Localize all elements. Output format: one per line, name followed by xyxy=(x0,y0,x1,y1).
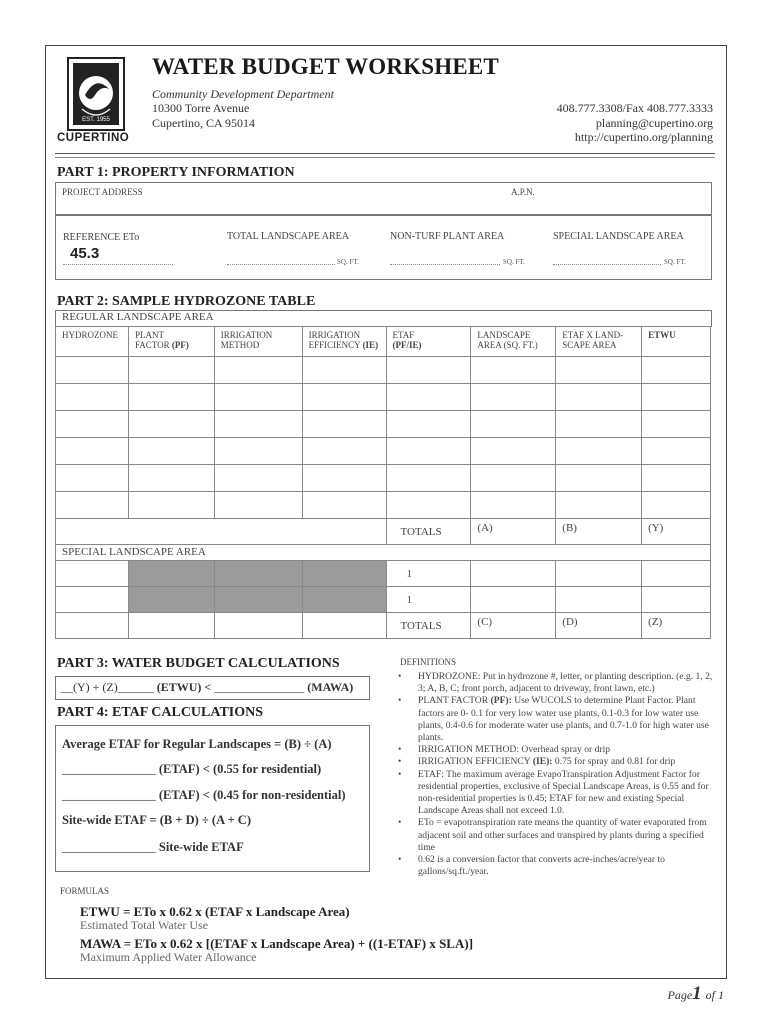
def-conversion: • 0.62 is a conversion factor that converts acre-inches/acre/year to gallons/sq.ft./year. xyxy=(418,854,722,878)
part4-heading: PART 4: ETAF CALCULATIONS xyxy=(57,705,264,720)
special-landscape-label: SPECIAL LANDSCAPE AREA xyxy=(56,545,711,561)
totals-label: TOTALS xyxy=(386,519,471,545)
area-box xyxy=(55,214,712,280)
logo-wordmark: CUPERTINO xyxy=(57,132,130,144)
total-a[interactable]: (A) xyxy=(471,519,556,545)
part3-mawa-blank: _______________ xyxy=(214,680,305,694)
total-landscape-field[interactable] xyxy=(227,264,335,265)
total-y[interactable]: (Y) xyxy=(642,519,711,545)
table-row[interactable] xyxy=(56,384,711,411)
total-b[interactable]: (B) xyxy=(556,519,642,545)
regular-landscape-label: REGULAR LANDSCAPE AREA xyxy=(62,311,214,323)
part3-line[interactable] xyxy=(61,680,353,695)
col-etwu: ETWU xyxy=(642,327,711,357)
header-rule-2 xyxy=(55,157,715,158)
part3-mawa: (MAWA) xyxy=(307,680,354,694)
special-row[interactable]: 1 xyxy=(56,561,711,587)
table-row[interactable] xyxy=(56,492,711,519)
col-etaf-x-area: ETAF X LAND- SCAPE AREA xyxy=(556,327,642,357)
formulas-heading: FORMULAS xyxy=(60,886,110,896)
address-line1: 10300 Torre Avenue xyxy=(152,101,250,115)
definitions-heading: DEFINITIONS xyxy=(400,657,456,667)
apn-label: A.P.N. xyxy=(511,187,535,197)
total-landscape-unit: SQ. FT. xyxy=(337,258,359,266)
etwu-formula: ETWU = ETo x 0.62 x (ETAF x Landscape Area) xyxy=(80,904,350,919)
table-row[interactable] xyxy=(56,465,711,492)
etaf-nonresidential-line[interactable]: _______________ (ETAF) < (0.45 for non-residential) xyxy=(62,788,346,802)
website[interactable]: http://cupertino.org/planning xyxy=(574,130,713,144)
table-row[interactable] xyxy=(56,357,711,384)
part2-heading: PART 2: SAMPLE HYDROZONE TABLE xyxy=(57,294,316,309)
col-plant-factor: PLANT FACTOR (PF) xyxy=(128,327,214,357)
mawa-subtitle: Maximum Applied Water Allowance xyxy=(80,950,257,964)
sitewide-etaf-line[interactable]: _______________ Site-wide ETAF xyxy=(62,840,244,854)
address-line2: Cupertino, CA 95014 xyxy=(152,116,256,130)
def-hydrozone: • HYDROZONE: Put in hydrozone #, letter, or planting description. (e.g. 1, 2, 3; A, B, C; front porch, adjacent to driveway, front lawn, etc.) xyxy=(418,671,722,695)
part3-blank: __(Y) + (Z)______ xyxy=(61,680,154,694)
special-landscape-field[interactable] xyxy=(553,264,661,265)
header-rule xyxy=(55,153,715,154)
email[interactable]: planning@cupertino.org xyxy=(595,116,713,130)
nonturf-unit: SQ. FT. xyxy=(503,258,525,266)
def-irrigation-method: • IRRIGATION METHOD: Overhead spray or drip xyxy=(418,744,722,756)
part3-etwu: (ETWU) < xyxy=(156,680,212,694)
nonturf-field[interactable] xyxy=(390,264,500,265)
table-row[interactable] xyxy=(56,438,711,465)
logo-est: EST. 1955 xyxy=(82,117,110,123)
def-eto: • ETo = evapotranspiration rate means the quantity of water evaporated from adjacent soil and other surfaces and transpired by plants during a specified time xyxy=(418,817,722,854)
total-c[interactable]: (C) xyxy=(471,613,556,639)
col-irrigation-method: IRRIGATION METHOD xyxy=(214,327,302,357)
total-landscape-label: TOTAL LANDSCAPE AREA xyxy=(227,231,349,242)
etwu-subtitle: Estimated Total Water Use xyxy=(80,918,209,932)
eto-underline xyxy=(63,264,173,265)
totals-row-special xyxy=(56,613,711,639)
phone-fax: 408.777.3308/Fax 408.777.3333 xyxy=(556,101,713,115)
definitions-list xyxy=(392,671,722,878)
col-etaf: ETAF (PF/IE) xyxy=(386,327,471,357)
total-z[interactable]: (Z) xyxy=(642,613,711,639)
part3-heading: PART 3: WATER BUDGET CALCULATIONS xyxy=(57,656,340,671)
special-landscape-unit: SQ. FT. xyxy=(664,258,686,266)
reference-eto-label: REFERENCE ETo xyxy=(63,232,140,243)
special-landscape-header-row xyxy=(56,545,711,561)
special-row[interactable]: 1 xyxy=(56,587,711,613)
project-address-box[interactable] xyxy=(55,182,712,216)
col-irrigation-efficiency: IRRIGATION EFFICIENCY (IE) xyxy=(302,327,386,357)
mawa-formula: MAWA = ETo x 0.62 x [(ETAF x Landscape Area) + ((1-ETAF) x SLA)] xyxy=(80,936,474,951)
reference-eto-value[interactable]: 45.3 xyxy=(70,245,100,262)
totals-label: TOTALS xyxy=(386,613,471,639)
etaf-residential-line[interactable]: _______________ (ETAF) < (0.55 for residential) xyxy=(62,762,322,776)
def-plant-factor: • PLANT FACTOR (PF): Use WUCOLS to determine Plant Factor. Plant factors are 0- 0.1 for very low water use plants, 0.1-0.3 for low water use plants, 0.4-0.6 for moderate water use plants, and 0.7-1.0 for high water use plants. xyxy=(418,695,722,744)
def-etaf: • ETAF: The maximum average EvapoTranspiration Adjustment Factor for residential properties, exclusive of Special Landscape Areas, is 0.55 and for non-residential properties is 0.45; ETAF for new and existing Special Landscape Areas shall not exceed 1.0. xyxy=(418,769,722,818)
special-landscape-label: SPECIAL LANDSCAPE AREA xyxy=(553,231,684,242)
totals-row-regular xyxy=(56,519,711,545)
page-title: WATER BUDGET WORKSHEET xyxy=(152,54,499,79)
col-landscape-area: LANDSCAPE AREA (SQ. FT.) xyxy=(471,327,556,357)
part1-heading: PART 1: PROPERTY INFORMATION xyxy=(57,165,295,180)
table-header-row xyxy=(56,327,711,357)
nonturf-label: NON-TURF PLANT AREA xyxy=(390,231,505,242)
hydrozone-table xyxy=(55,326,711,639)
avg-etaf-formula: Average ETAF for Regular Landscapes = (B) ÷ (A) xyxy=(62,737,332,751)
total-d[interactable]: (D) xyxy=(556,613,642,639)
department-name: Community Development Department xyxy=(152,87,334,101)
page-number: Page1 of 1 xyxy=(667,983,724,1004)
project-address-label: PROJECT ADDRESS xyxy=(62,187,143,197)
col-hydrozone: HYDROZONE xyxy=(56,327,129,357)
sitewide-etaf-formula: Site-wide ETAF = (B + D) ÷ (A + C) xyxy=(62,813,251,827)
table-row[interactable] xyxy=(56,411,711,438)
def-irrigation-efficiency: • IRRIGATION EFFICIENCY (IE): 0.75 for spray and 0.81 for drip xyxy=(418,756,722,768)
